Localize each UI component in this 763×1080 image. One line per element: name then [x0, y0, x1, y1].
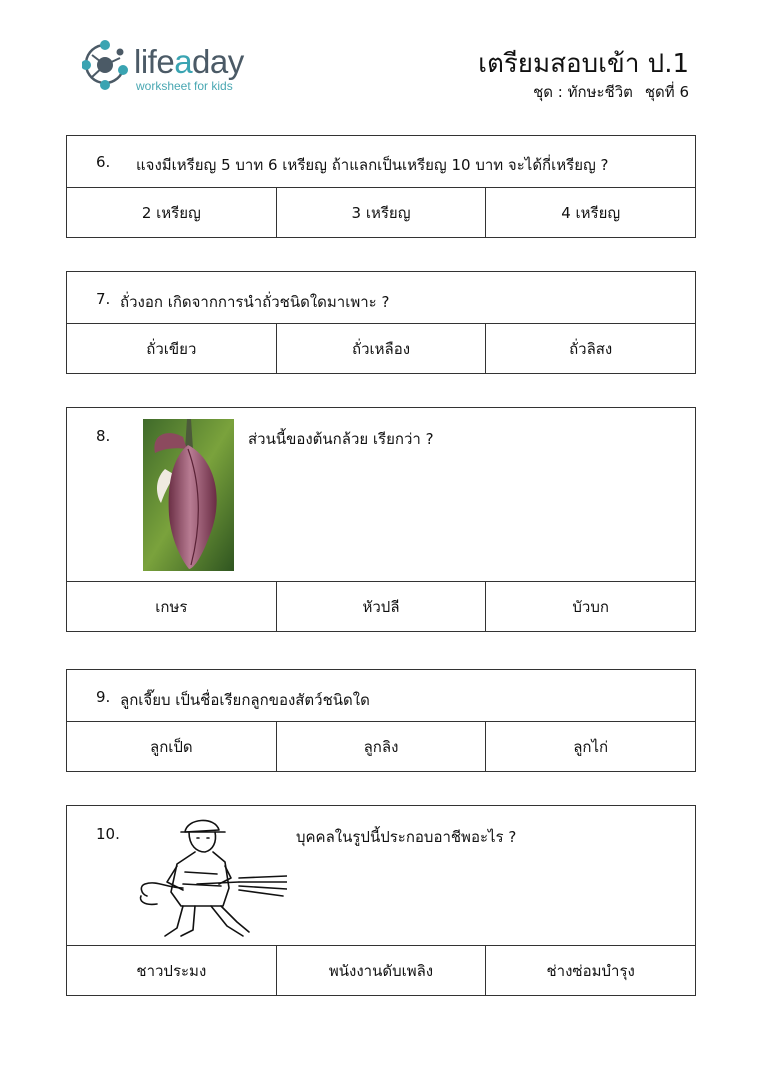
- logo-wordmark: lifeaday: [134, 43, 244, 80]
- question-10-prompt: [67, 806, 695, 946]
- question-7: [66, 271, 696, 374]
- answer-option[interactable]: 4 เหรียญ: [485, 188, 695, 237]
- answer-option[interactable]: พนังงานดับเพลิง: [276, 946, 486, 995]
- answer-option[interactable]: หัวปลี: [276, 582, 486, 631]
- question-6-prompt: [67, 136, 695, 188]
- answer-option[interactable]: เกษร: [155, 597, 188, 616]
- question-text: บุคคลในรูปนี้ประกอบอาชีพอะไร ?: [296, 828, 517, 846]
- answer-option[interactable]: บัวบก: [485, 582, 695, 631]
- title-block: [478, 46, 689, 102]
- answer-option[interactable]: ถั่วเหลือง: [276, 324, 486, 373]
- question-text: แจงมีเหรียญ 5 บาท 6 เหรียญ ถ้าแลกเป็นเหรียญ 10 บาท จะได้กี่เหรียญ ?: [136, 156, 609, 174]
- question-text: ถั่วงอก เกิดจากการนำถั่วชนิดใดมาเพาะ ?: [120, 293, 390, 311]
- question-8: [66, 407, 696, 632]
- answer-option[interactable]: ลูกไก่: [485, 722, 695, 771]
- question-9: [66, 669, 696, 772]
- logo-tagline: worksheet for kids: [136, 79, 233, 93]
- question-text: ส่วนนี้ของต้นกล้วย เรียกว่า ?: [248, 430, 434, 448]
- question-7-prompt: [67, 272, 695, 324]
- set-number: ชุดที่ 6: [644, 83, 689, 101]
- answer-option[interactable]: ถั่วเขียว: [146, 339, 197, 358]
- answer-options: [67, 324, 695, 373]
- question-number: 7.: [96, 290, 111, 308]
- logo-molecule-icon: [82, 40, 130, 90]
- lifeaday-logo: [82, 40, 282, 100]
- question-number: 6.: [96, 153, 111, 171]
- answer-option[interactable]: ช่างซ่อมบำรุง: [485, 946, 695, 995]
- answer-option[interactable]: ลูกเป็ด: [150, 737, 193, 756]
- answer-options: [67, 946, 695, 995]
- question-number: 10.: [96, 825, 120, 843]
- page-title: เตรียมสอบเข้า ป.1: [478, 49, 689, 79]
- answer-option[interactable]: 3 เหรียญ: [276, 188, 486, 237]
- question-text: ลูกเจี๊ยบ เป็นชื่อเรียกลูกของสัตว์ชนิดใด: [120, 691, 370, 709]
- question-10: [66, 805, 696, 996]
- answer-option[interactable]: ลูกลิง: [276, 722, 486, 771]
- question-8-prompt: [67, 408, 695, 582]
- question-number: 8.: [96, 427, 111, 445]
- question-number: 9.: [96, 688, 111, 706]
- answer-option[interactable]: 2 เหรียญ: [141, 203, 201, 222]
- logo-accent-letter: a: [174, 43, 193, 80]
- question-6: [66, 135, 696, 238]
- answer-option[interactable]: ถั่วลิสง: [485, 324, 695, 373]
- firefighter-image: [137, 812, 287, 940]
- answer-option[interactable]: ชาวประมง: [136, 961, 207, 980]
- answer-options: [67, 722, 695, 771]
- set-label: ชุด : ทักษะชีวิต: [533, 83, 633, 101]
- question-9-prompt: [67, 670, 695, 722]
- answer-options: [67, 582, 695, 631]
- answer-options: [67, 188, 695, 237]
- set-info: [478, 82, 689, 102]
- banana-blossom-image: [143, 419, 234, 571]
